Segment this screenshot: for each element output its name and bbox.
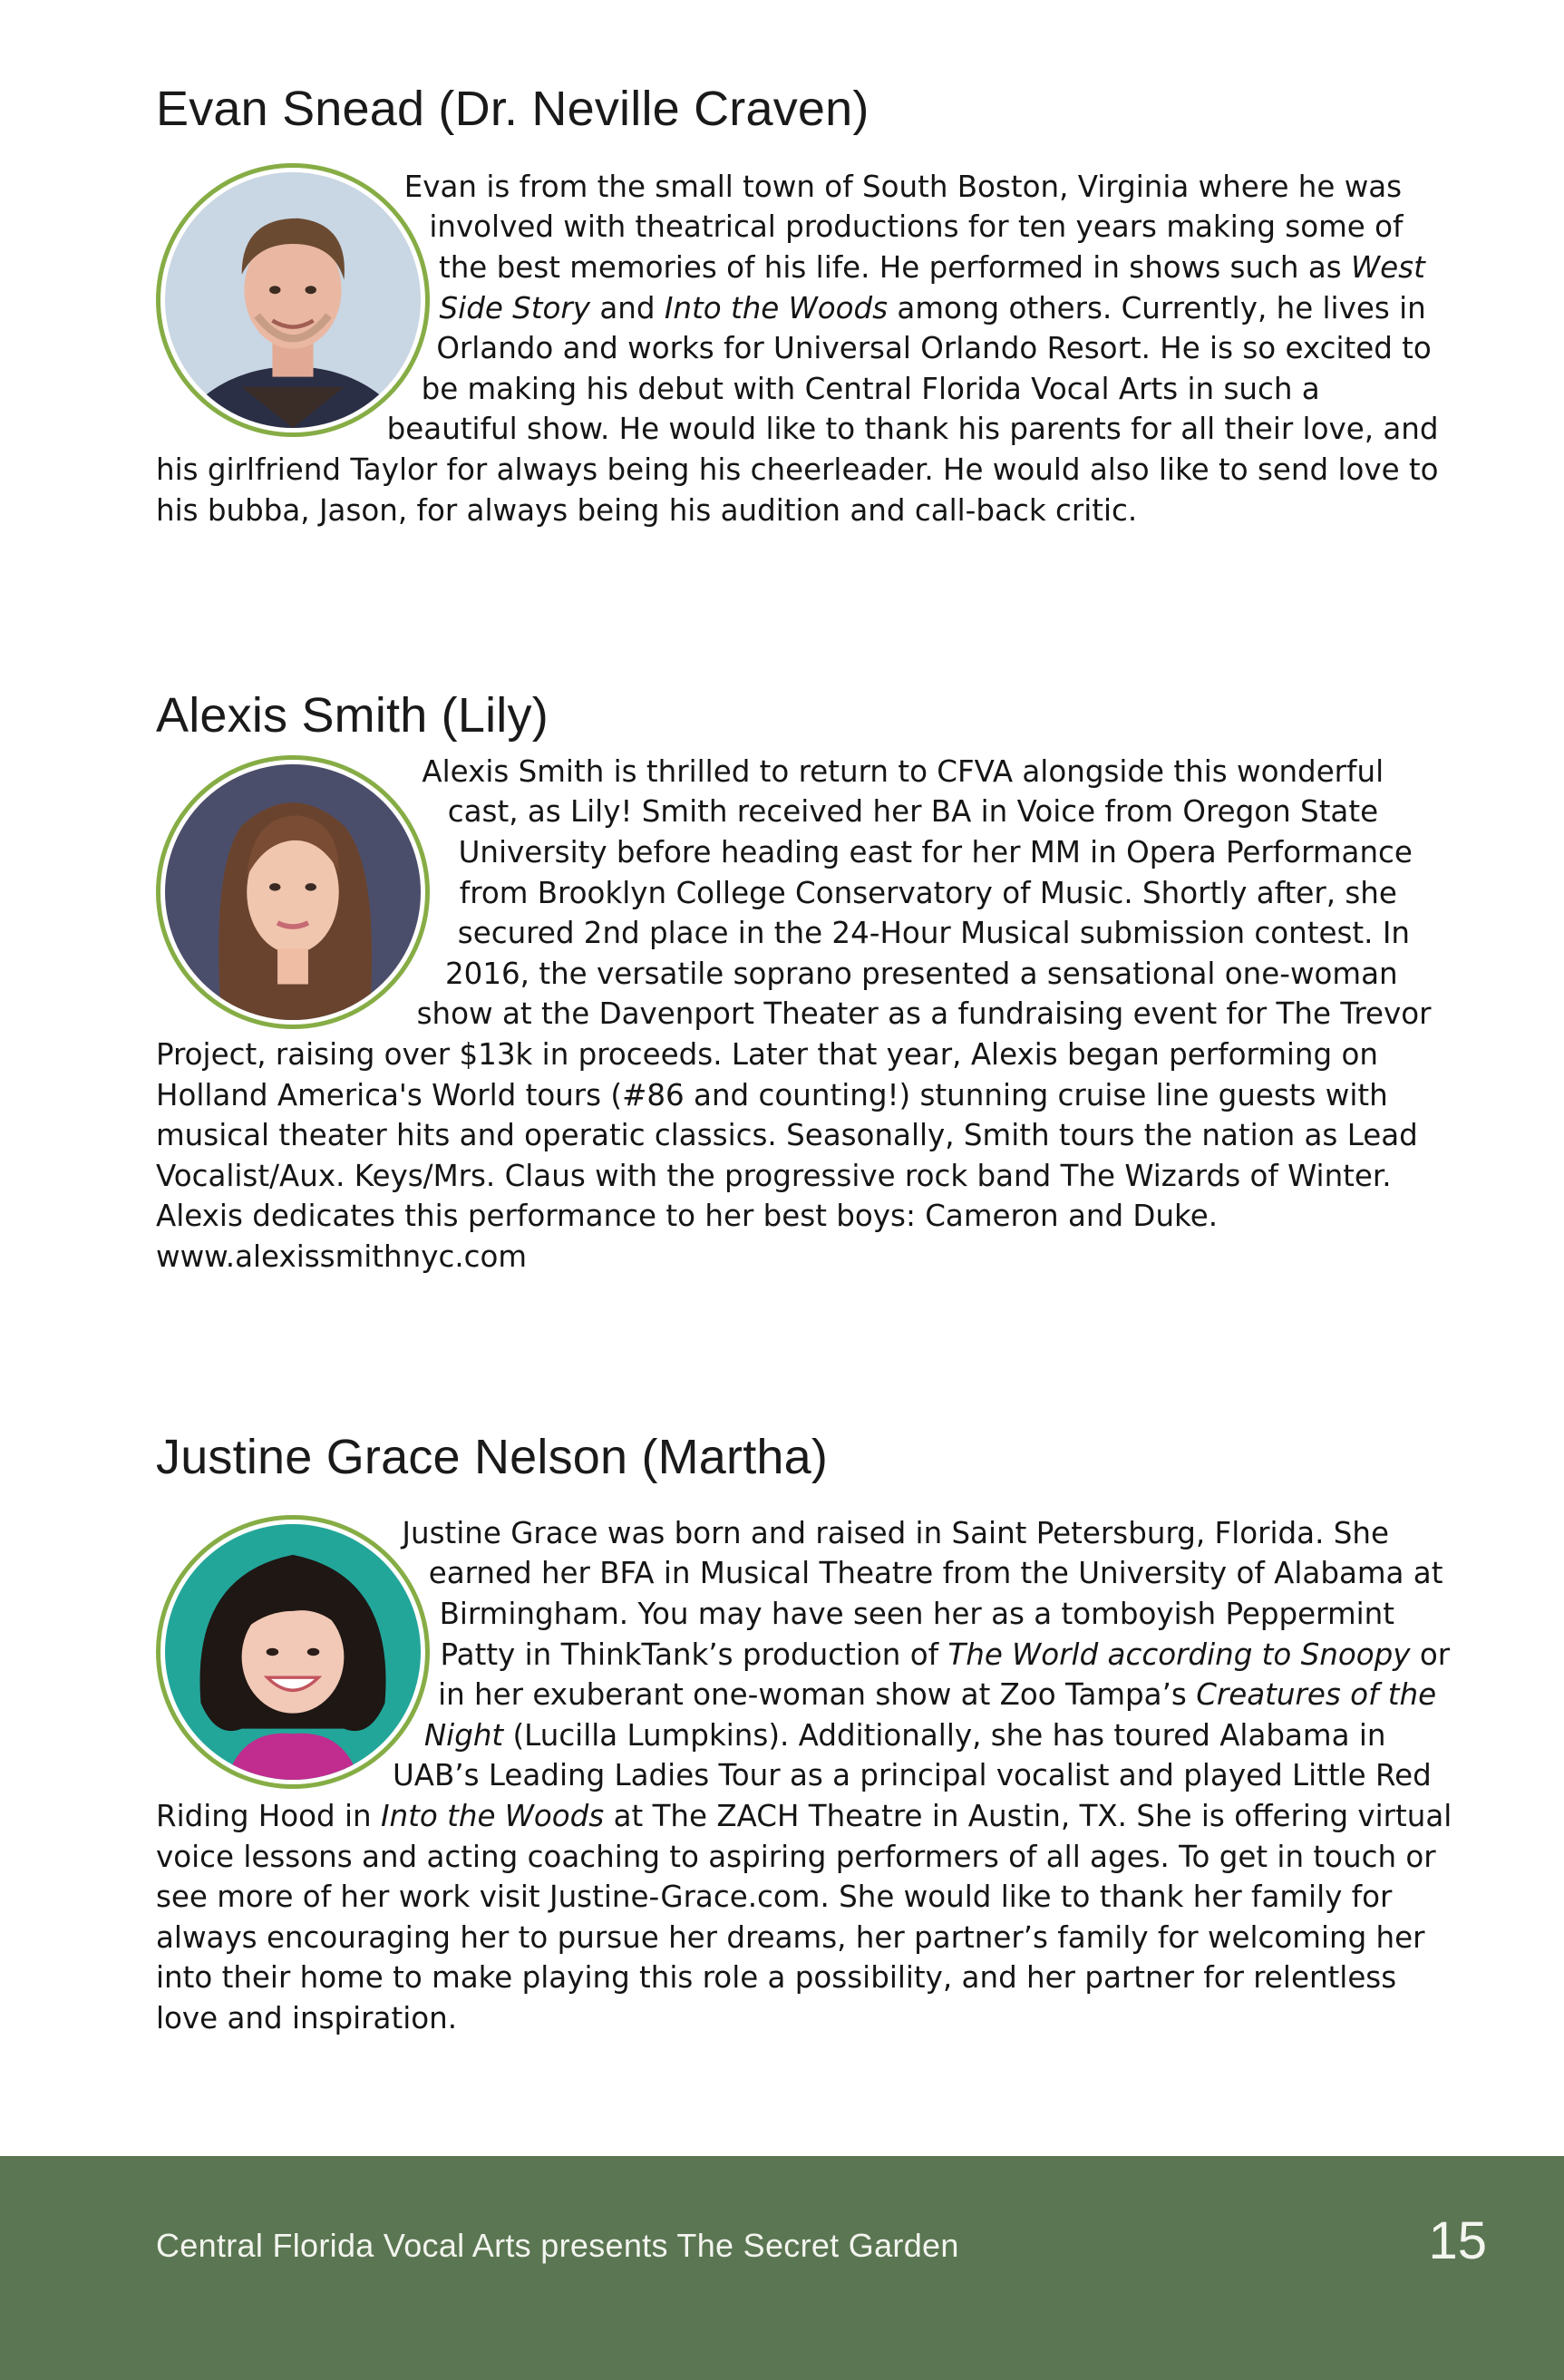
bio-justine-grace-nelson: [156, 1428, 1452, 2039]
bio-text-segment: (Lucilla Lumpkins). Additionally, she has toured Alabama in UAB’s Leading Ladies Tour as a principal vocalist and played Little Red Riding Hood in: [156, 1717, 1432, 1833]
page-footer: [0, 2156, 1564, 2380]
show-title: West Side Story: [439, 249, 1425, 325]
bio-alexis-smith: [156, 686, 1452, 1277]
bio-text-segment: Evan is from the small town of South Boston, Virginia where he was involved with theatrical productions for ten years making some of the best memories of his life. He performed in shows such as: [403, 169, 1404, 285]
bio-name: Evan Snead (Dr. Neville Craven): [156, 82, 869, 136]
bio-content: [156, 1511, 1452, 2039]
bio-text-segment: and: [590, 290, 665, 325]
show-title: Into the Woods: [664, 290, 889, 325]
bio-text-segment: Alexis Smith is thrilled to return to CFVA alongside this wonderful cast, as Lily! Smith received her BA in Voice from Oregon State University before heading east for her MM in Opera Performance from Brooklyn College Conservatory of Music. Shortly after, she secured 2nd place in the 24-Hour Musical submission contest. In 2016, the versatile soprano presented a sensational one-woman show at the Davenport Theater as a fundraising event for The Trevor Project, raising over $13k in proceeds. Later that year, Alexis began performing on Holland America's World tours (#86 and counting!) stunning cruise line guests with musical theater hits and operatic classics. Seasonally, Smith tours the nation as Lead Vocalist/Aux. Keys/Mrs. Claus with the progressive rock band The Wizards of Winter. Alexis dedicates this performance to her best boys: Cameron and Duke.: [156, 753, 1432, 1234]
headshot-photo: [156, 163, 430, 437]
show-title: Into the Woods: [380, 1798, 605, 1833]
bio-name: Justine Grace Nelson (Martha): [156, 1430, 829, 1484]
footer-title: Central Florida Vocal Arts presents The Secret Garden: [156, 2227, 959, 2264]
headshot-photo: [156, 755, 430, 1029]
show-title: Creatures of the Night: [423, 1677, 1437, 1753]
bio-text-segment: or in her exuberant one-woman show at Zoo Tampa’s: [438, 1637, 1451, 1713]
headshot-man-photo-icon: [165, 172, 421, 428]
bio-text-segment: at The ZACH Theatre in Austin, TX. She is offering virtual voice lessons and acting coaching to aspiring performers of all ages. To get in touch or see more of her work visit Justine-Grace.com. She would like to thank her family for always encouraging her to pursue her dreams, her partner’s family for welcoming her into their home to make playing this role a possibility, and her partner for relentless love and inspiration.: [156, 1798, 1452, 2035]
bio-name: Alexis Smith (Lily): [156, 688, 549, 743]
bio-content: [156, 752, 1452, 1277]
bio-text-segment: among others. Currently, he lives in Orlando and works for Universal Orlando Resort. He is so excited to be making his debut with Central Florida Vocal Arts in such a beautiful show. He would like to thank his parents for all their love, and his girlfriend Taylor for always being his cheerleader. He would also like to send love to his bubba, Jason, for always being his audition and call-back critic.: [156, 290, 1439, 528]
headshot-woman-photo-icon: [165, 764, 421, 1020]
headshot-woman-photo-icon: [165, 1524, 421, 1780]
website-link[interactable]: www.alexissmithnyc.com: [156, 1239, 528, 1274]
headshot-photo: [156, 1515, 430, 1789]
bio-content: [156, 163, 1452, 530]
page-number: 15: [1428, 2211, 1487, 2270]
show-title: The World according to Snoopy: [947, 1637, 1411, 1672]
bio-text-segment: Justine Grace was born and raised in Saint Petersburg, Florida. She earned her BFA in Musical Theatre from the University of Alabama at Birmingham. You may have seen her as a tomboyish Peppermint Patty in ThinkTank’s production of: [402, 1515, 1443, 1672]
bio-evan-snead: [156, 80, 1452, 530]
